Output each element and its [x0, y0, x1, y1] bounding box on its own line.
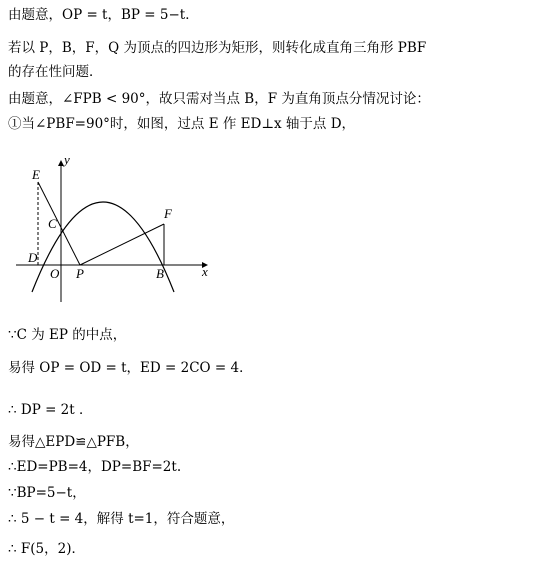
text-line-2: 若以 P，B，F，Q 为顶点的四边形为矩形，则转化成直角三角形 PBF — [8, 40, 427, 56]
text-line-8: ∴ DP = 2t ． — [8, 402, 93, 418]
geometry-figure — [14, 152, 214, 302]
label-b: B — [156, 266, 164, 281]
text-line-1: 由题意，OP = t，BP = 5−t． — [8, 7, 199, 23]
label-d: D — [28, 250, 38, 265]
label-o: O — [50, 266, 60, 281]
label-y: y — [64, 152, 70, 167]
text-line-10: ∴ED=PB=4，DP=BF=2t. — [8, 459, 182, 475]
label-c: C — [48, 216, 57, 231]
text-line-9: 易得△EPD≌△PFB， — [8, 434, 139, 450]
text-line-6: ∵C 为 EP 的中点， — [8, 327, 127, 343]
text-line-4: 由题意，∠FPB < 90°，故只需对当点 B，F 为直角顶点分情况讨论： — [8, 91, 430, 107]
text-line-3: 的存在性问题． — [8, 64, 103, 80]
text-line-5: ①当∠PBF=90°时，如图，过点 E 作 ED⊥x 轴于点 D， — [8, 116, 356, 132]
label-p: P — [76, 266, 84, 281]
text-line-11: ∵BP=5−t， — [8, 485, 86, 501]
label-x: x — [202, 264, 208, 279]
label-e: E — [32, 167, 40, 182]
text-line-7: 易得 OP = OD = t，ED = 2CO = 4． — [8, 360, 253, 376]
text-line-13: ∴ F(5，2)． — [8, 541, 85, 557]
text-line-12: ∴ 5 − t = 4，解得 t=1，符合题意， — [8, 511, 235, 527]
line-ep — [38, 182, 80, 265]
label-f: F — [164, 206, 172, 221]
